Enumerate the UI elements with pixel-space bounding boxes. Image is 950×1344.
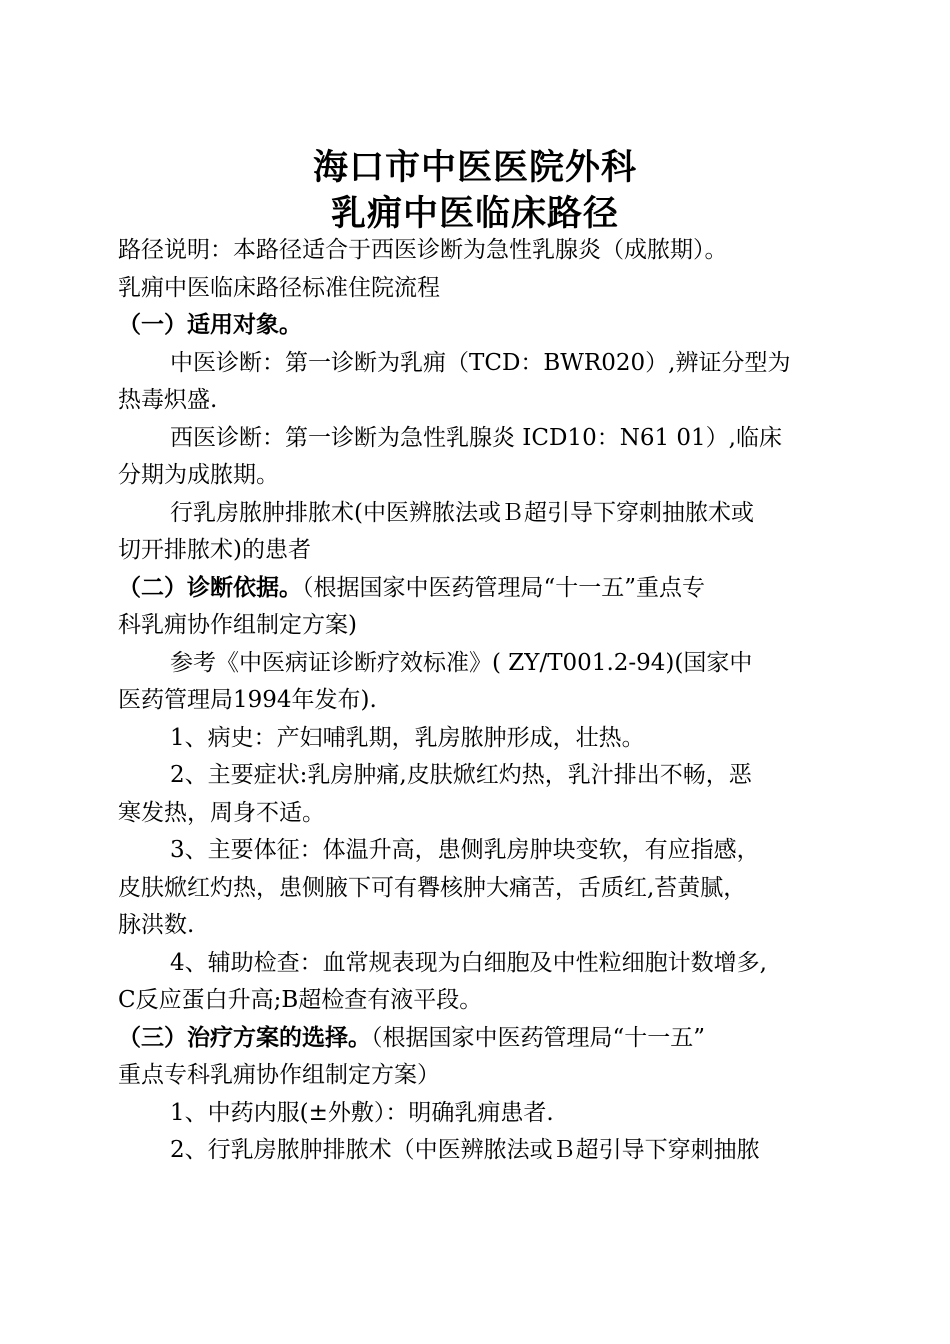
- western-diagnosis-line: 西医诊断：第一诊断为急性乳腺炎 ICD10：N61 01）,临床: [170, 424, 782, 451]
- reference-standard-line: 参考《中医病证诊断疗效标准》( ZY/T001.2-94)(国家中: [170, 649, 753, 676]
- diagnosis-basis-note-cont: 科乳痈协作组制定方案): [118, 612, 357, 638]
- symptoms-item: 2、主要症状:乳房肿痛,皮肤焮红灼热，乳汁排出不畅，恶: [170, 762, 752, 788]
- history-item: 1、病史：产妇哺乳期，乳房脓肿形成，壮热。: [170, 724, 645, 751]
- treatment-plan-note-cont: 重点专科乳痈协作组制定方案）: [118, 1062, 440, 1088]
- section-heading-treatment-plan: （三）治疗方案的选择。: [118, 1024, 371, 1051]
- section-diagnosis-basis: [118, 570, 838, 608]
- section-diagnosis-basis-note: （根据国家中医药管理局“十一五”重点专: [302, 574, 706, 601]
- document-body: [118, 232, 838, 1170]
- section-heading-applicable-subjects: （一）适用对象。: [118, 312, 302, 338]
- section-heading-diagnosis-basis: （二）诊断依据。: [118, 574, 302, 601]
- standard-process-title: 乳痈中医临床路径标准住院流程: [118, 274, 440, 301]
- signs-item: 3、主要体征：体温升高，患侧乳房肿块变软，有应指感，: [170, 837, 760, 863]
- document-title-hospital: 海口市中医医院外科: [312, 148, 637, 188]
- auxiliary-exam-item-cont: C反应蛋白升高;B超检查有液平段。: [118, 987, 483, 1013]
- auxiliary-exam-item: 4、辅助检查：血常规表现为白细胞及中性粒细胞计数增多,: [170, 949, 767, 976]
- signs-item-cont: 皮肤焮红灼热，患侧腋下可有臖核肿大痛苦，舌质红,苔黄腻，: [118, 874, 747, 901]
- tcm-diagnosis-line-cont: 热毒炽盛.: [118, 387, 218, 413]
- western-diagnosis-line-cont: 分期为成脓期。: [118, 462, 279, 488]
- treatment-item-1: 1、中药内服(±外敷）：明确乳痈患者.: [170, 1099, 554, 1126]
- pathway-description: 路径说明：本路径适合于西医诊断为急性乳腺炎（成脓期）。: [118, 237, 728, 263]
- section-treatment-plan: [118, 1020, 838, 1058]
- document-title-pathway: 乳痈中医临床路径: [330, 194, 619, 234]
- reference-standard-line-cont: 医药管理局1994年发布).: [118, 687, 377, 713]
- surgery-line-cont: 切开排脓术)的患者: [118, 537, 311, 563]
- signs-item-cont-2: 脉洪数.: [118, 912, 195, 938]
- section-treatment-plan-note: （根据国家中医药管理局“十一五”: [371, 1024, 706, 1051]
- tcm-diagnosis-line: 中医诊断：第一诊断为乳痈（TCD：BWR020）,辨证分型为: [170, 349, 791, 376]
- surgery-line: 行乳房脓肿排脓术(中医辨脓法或Ｂ超引导下穿刺抽脓术或: [170, 499, 754, 526]
- symptoms-item-cont: 寒发热，周身不适。: [118, 799, 325, 826]
- treatment-item-2: 2、行乳房脓肿排脓术（中医辨脓法或Ｂ超引导下穿刺抽脓: [170, 1137, 760, 1163]
